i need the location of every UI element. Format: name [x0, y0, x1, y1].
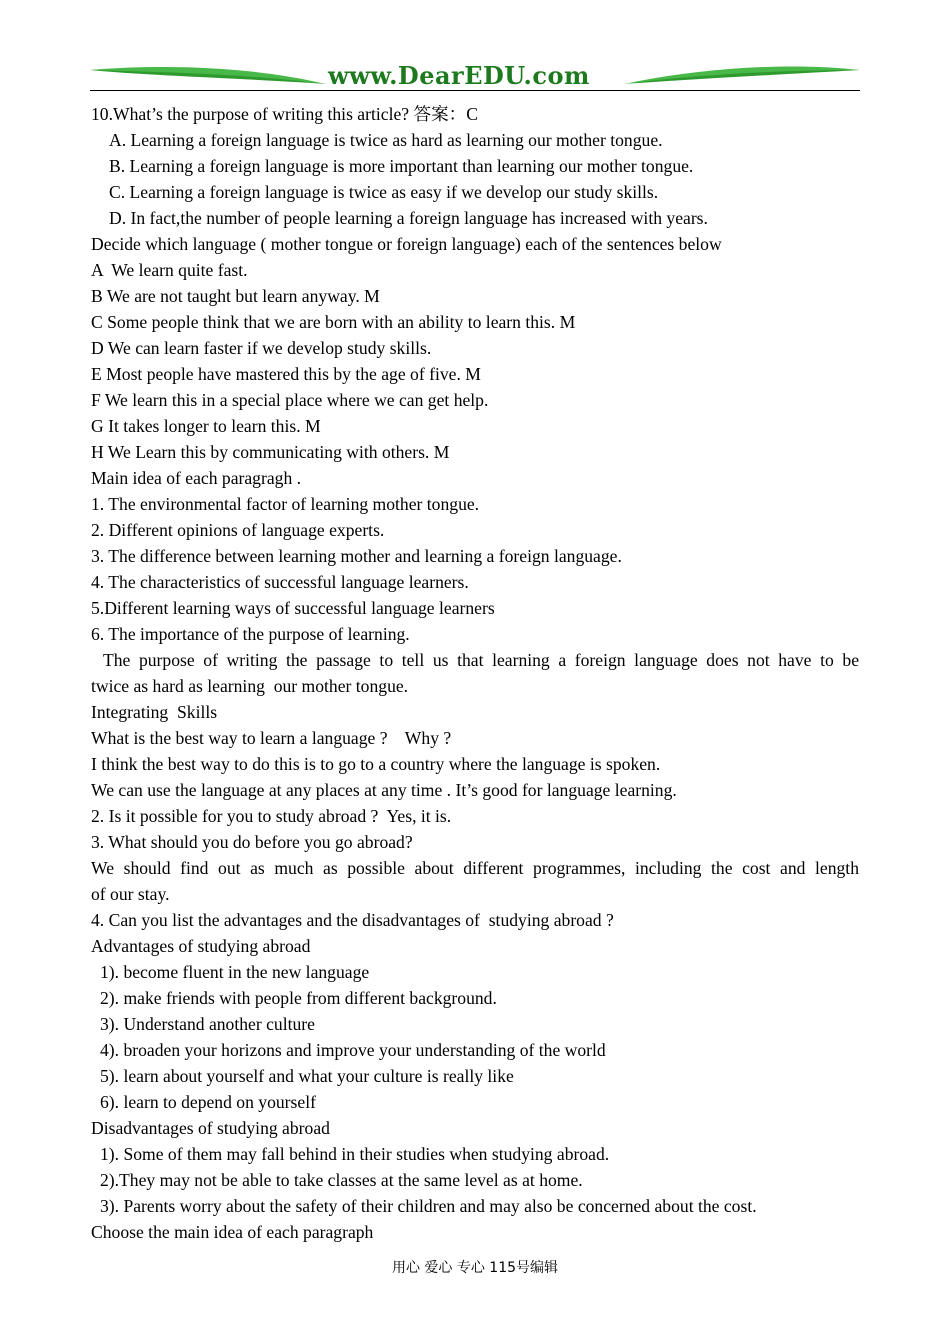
- q10-option-b: B. Learning a foreign language is more important than learning our mother tongue.: [109, 156, 694, 176]
- decide-item: F We learn this in a special place where we can get help.: [91, 390, 489, 410]
- main-idea-item: 2. Different opinions of language experts.: [91, 520, 385, 540]
- main-idea-heading: Main idea of each paragragh .: [91, 468, 302, 488]
- integrating-q2: 2. Is it possible for you to study abroad ? Yes, it is.: [91, 806, 452, 826]
- advantage-item: 4). broaden your horizons and improve your understanding of the world: [100, 1040, 606, 1060]
- integrating-q4: 4. Can you list the advantages and the disadvantages of studying abroad ?: [91, 910, 614, 930]
- purpose-line-1: The purpose of writing the passage to tell us that learning a foreign language does not have to be: [103, 650, 859, 670]
- decide-item: H We Learn this by communicating with others. M: [91, 442, 450, 462]
- main-idea-item: 1. The environmental factor of learning mother tongue.: [91, 494, 480, 514]
- integrating-q1: What is the best way to learn a language ? Why ?: [91, 728, 452, 748]
- main-idea-item: 4. The characteristics of successful language learners.: [91, 572, 469, 592]
- decide-item: C Some people think that we are born with an ability to learn this. M: [91, 312, 576, 332]
- purpose-line-2: twice as hard as learning our mother tongue.: [91, 676, 409, 696]
- advantage-item: 5). learn about yourself and what your culture is really like: [100, 1066, 514, 1086]
- integrating-heading: Integrating Skills: [91, 702, 218, 722]
- advantage-item: 6). learn to depend on yourself: [100, 1092, 316, 1112]
- integrating-a3-line1: We should find out as much as possible about different programmes, including the cost and length: [91, 858, 859, 878]
- decide-item: B We are not taught but learn anyway. M: [91, 286, 380, 306]
- main-idea-item: 3. The difference between learning mother and learning a foreign language.: [91, 546, 622, 566]
- integrating-a1-line2: We can use the language at any places at any time . It’s good for language learning.: [91, 780, 677, 800]
- decide-item: G It takes longer to learn this. M: [91, 416, 321, 436]
- decide-item: D We can learn faster if we develop study skills.: [91, 338, 432, 358]
- disadvantage-item: 2).They may not be able to take classes at the same level as at home.: [100, 1170, 583, 1190]
- advantage-item: 2). make friends with people from different background.: [100, 988, 497, 1008]
- site-logo: www.DearEDU.com: [328, 61, 590, 90]
- page-footer: 用心 爱心 专心 115号编辑: [391, 1260, 559, 1276]
- main-idea-item: 6. The importance of the purpose of learning.: [91, 624, 410, 644]
- choose-main-idea: Choose the main idea of each paragraph: [91, 1222, 374, 1242]
- disadvantage-item: 1). Some of them may fall behind in their studies when studying abroad.: [100, 1144, 610, 1164]
- advantage-item: 1). become fluent in the new language: [100, 962, 370, 982]
- integrating-a3-line2: of our stay.: [91, 884, 170, 904]
- document-body: [91, 101, 859, 1245]
- q10-option-d: D. In fact,the number of people learning a foreign language has increased with years.: [109, 208, 708, 228]
- decide-item: A We learn quite fast.: [91, 260, 248, 280]
- decide-instruction: Decide which language ( mother tongue or foreign language) each of the sentences below: [91, 234, 722, 254]
- main-idea-item: 5.Different learning ways of successful language learners: [91, 598, 495, 618]
- decide-item: E Most people have mastered this by the age of five. M: [91, 364, 481, 384]
- q10-option-a: A. Learning a foreign language is twice as hard as learning our mother tongue.: [109, 130, 663, 150]
- header-divider: [90, 90, 860, 91]
- integrating-a1-line1: I think the best way to do this is to go to a country where the language is spoken.: [91, 754, 661, 774]
- disadvantages-heading: Disadvantages of studying abroad: [91, 1118, 330, 1138]
- integrating-q3: 3. What should you do before you go abroad?: [91, 832, 413, 852]
- page-header: [90, 62, 860, 92]
- advantages-heading: Advantages of studying abroad: [91, 936, 311, 956]
- q10-option-c: C. Learning a foreign language is twice as easy if we develop our study skills.: [109, 182, 659, 202]
- disadvantage-item: 3). Parents worry about the safety of their children and may also be concerned about the cost.: [100, 1196, 757, 1216]
- question-10: 10.What’s the purpose of writing this article? 答案：C: [91, 104, 478, 124]
- advantage-item: 3). Understand another culture: [100, 1014, 315, 1034]
